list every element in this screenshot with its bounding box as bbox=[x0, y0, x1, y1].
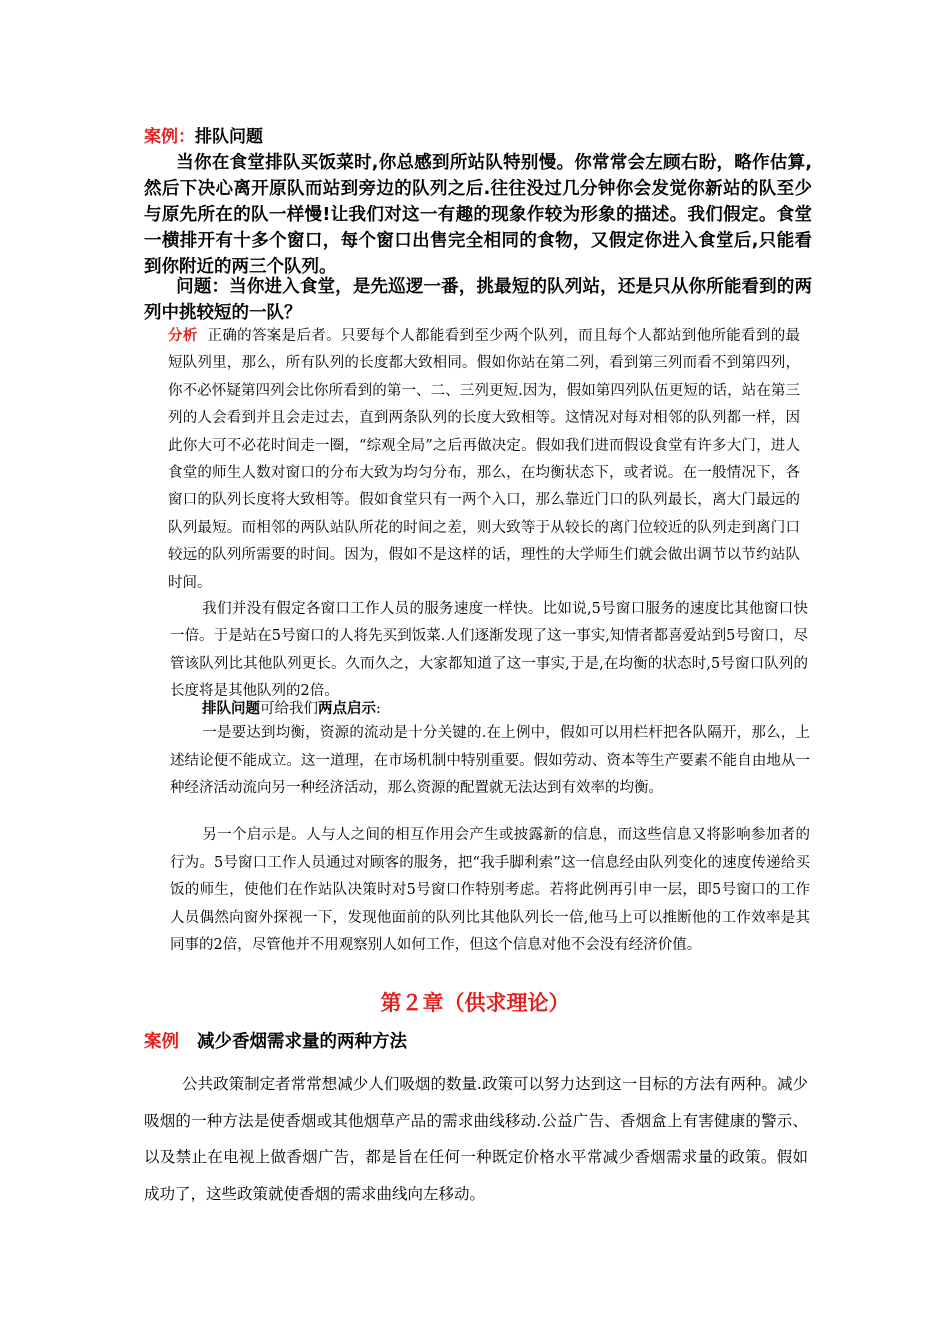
paragraph-3-text: 可给我们 bbox=[260, 701, 318, 717]
case1-analysis bbox=[168, 322, 800, 597]
analysis-label: 分析 bbox=[168, 327, 198, 344]
queue-problem-term: 排队问题 bbox=[202, 700, 260, 717]
case1-intro-text: 当你在食堂排队买饭菜时,你总感到所站队特别慢。你常常会左顾右盼，略作估算,然后下决心离开原队而站到旁边的队列之后.往往没过几分钟你会发觉你新站的队至少与原先所在的队一样慢!让我们对这一有趣的现象作较为形象的描述。我们假定。食堂一横排开有十多个窗口，每个窗口出售完全相同的食物，又假定你进入食堂后,只能看到你附近的两三个队列。 bbox=[144, 153, 812, 277]
case1-heading bbox=[144, 124, 263, 150]
case2-paragraph bbox=[144, 1066, 808, 1212]
case2-paragraph-text: 公共政策制定者常常想减少人们吸烟的数量.政策可以努力达到这一目标的方法有两种。减少吸烟的一种方法是使香烟或其他烟草产品的需求曲线移动.公益广告、香烟盒上有害健康的警示、以及禁止在电视上做香烟广告，都是旨在任何一种既定价格水平常减少香烟需求量的政策。假如成功了，这些政策就使香烟的需求曲线向左移动。 bbox=[144, 1075, 808, 1203]
case1-paragraph-4 bbox=[170, 720, 810, 803]
case2-title: 减少香烟需求量的两种方法 bbox=[197, 1032, 407, 1052]
paragraph-2-text: 我们并没有假定各窗口工作人员的服务速度一样快。比如说,5号窗口服务的速度比其他窗口快一倍。于是站在5号窗口的人将先买到饭菜.人们逐渐发现了这一事实,知情者都喜爱站到5号窗口，尽管该队列比其他队列更长。久而久之，大家都知道了这一事实,于是,在均衡的状态时,5号窗口队列的长度将是其他队列的2倍。 bbox=[170, 601, 808, 700]
case1-title: 排队问题 bbox=[195, 127, 263, 147]
two-insights-term: 两点启示 bbox=[318, 700, 376, 717]
case1-question-text: 问题：当你进入食堂，是先巡逻一番，挑最短的队列站，还是只从你所能看到的两列中挑较短的一队？ bbox=[144, 277, 812, 323]
paragraph-3-colon: : bbox=[376, 701, 381, 717]
case1-question bbox=[144, 274, 812, 326]
case1-label: 案例： bbox=[144, 127, 195, 147]
paragraph-4-text: 一是要达到均衡，资源的流动是十分关键的.在上例中，假如可以用栏杆把各队隔开，那么，上述结论便不能成立。这一道理，在市场机制中特别重要。假如劳动、资本等生产要素不能自由地从一种经济活动流向另一种经济活动，那么资源的配置就无法达到有效率的均衡。 bbox=[170, 725, 810, 796]
analysis-text: 正确的答案是后者。只要每个人都能看到至少两个队列，而且每个人都站到他所能看到的最短队列里，那么，所有队列的长度都大致相同。假如你站在第二列，看到第三列而看不到第四列，你不必怀疑第四列会比你所看到的第一、二、三列更短.因为，假如第四列队伍更短的话，站在第三列的人会看到并且会走过去，直到两条队列的长度大致相等。这情况对每对相邻的队列都一样，因此你大可不必花时间走一圈，“综观全局”之后再做决定。假如我们进而假设食堂有许多大门，进人食堂的师生人数对窗口的分布大致为均匀分布，那么，在均衡状态下，或者说。在一般情况下，各窗口的队列长度将大致相等。假如食堂只有一两个入口，那么靠近门口的队列最长，离大门最远的队列最短。而相邻的两队站队所花的时间之差，则大致等于从较长的离门位较近的队列走到离门口较远的队列所需要的时间。因为，假如不是这样的话，理性的大学师生们就会做出调节以节约站队时间。 bbox=[168, 328, 801, 591]
case2-label: 案例 bbox=[144, 1032, 179, 1052]
case1-intro bbox=[144, 150, 812, 280]
case2-heading bbox=[144, 1029, 407, 1055]
case1-paragraph-2 bbox=[170, 596, 808, 706]
case1-paragraph-5 bbox=[170, 822, 810, 960]
chapter-title: 第２章（供求理论） bbox=[380, 991, 570, 1015]
case1-paragraph-3 bbox=[170, 696, 810, 722]
paragraph-5-text: 另一个启示是。人与人之间的相互作用会产生或披露新的信息，而这些信息又将影响参加者的行为。5号窗口工作人员通过对顾客的服务，把“我手脚利索”这一信息经由队列变化的速度传递给买饭的师生，使他们在作站队决策时对5号窗口作特别考虑。若将此例再引申一层，即5号窗口的工作人员偶然向窗外探视一下，发现他面前的队列比其他队列长一倍,他马上可以推断他的工作效率是其同事的2倍，尽管他并不用观察别人如何工作，但这个信息对他不会没有经济价值。 bbox=[170, 827, 810, 953]
